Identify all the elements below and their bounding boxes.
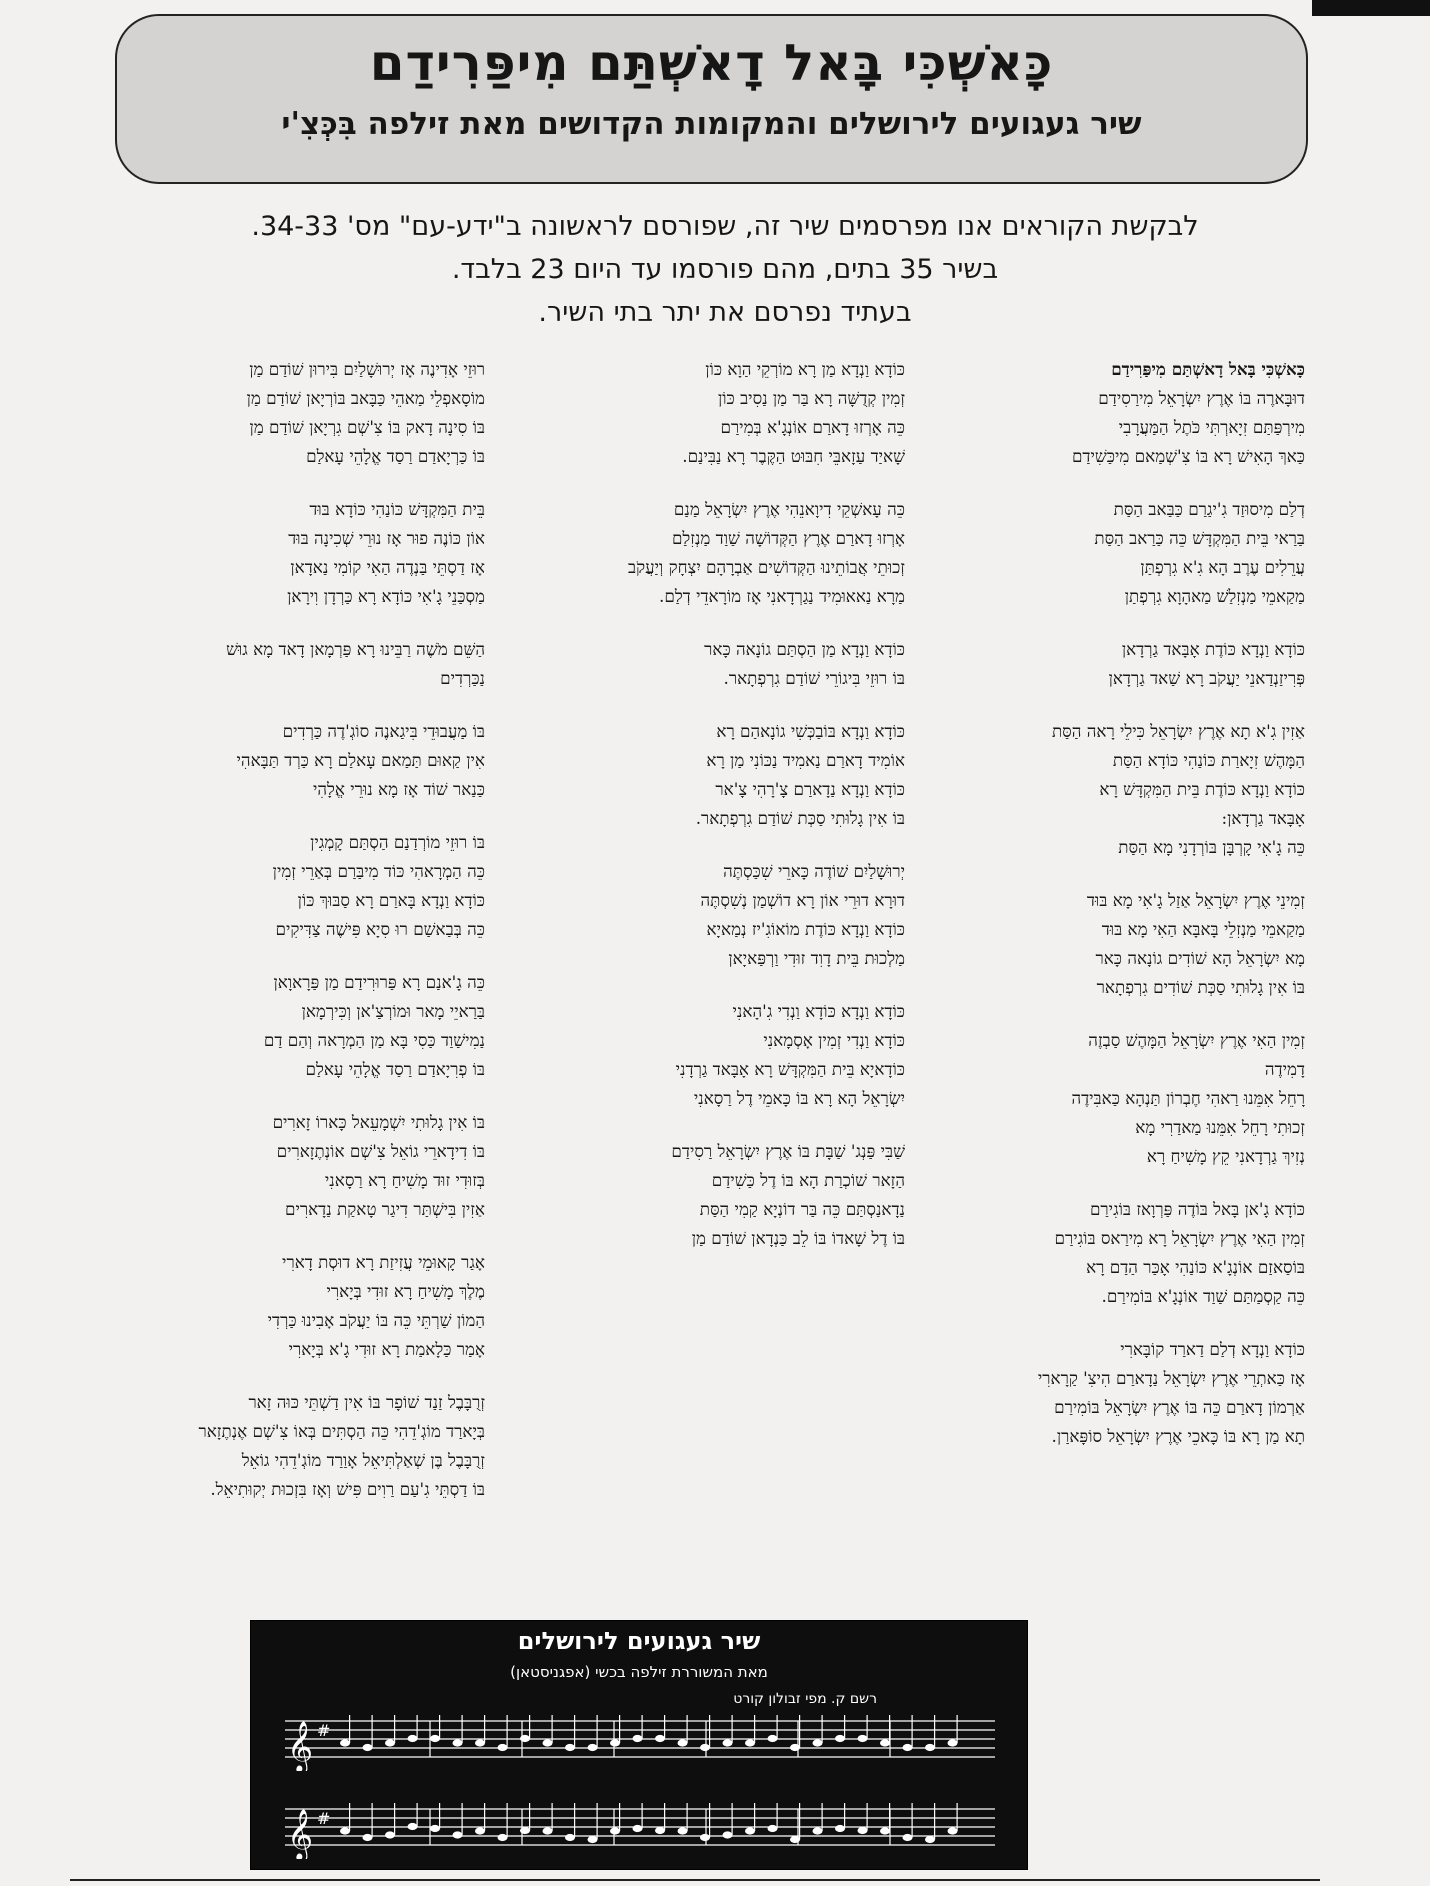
poem-line: כּוֹדָא וַנְדָא בָּארַם רָא סַבּוּךְ כּוֹן (297, 890, 485, 910)
music-note (430, 1735, 440, 1742)
music-note (948, 1739, 958, 1746)
poem-stanza (530, 997, 905, 1113)
poem-line: בּוֹ רוּזֵי מוֹרְדַנַם הַסְתַּם קָמְגִין (310, 832, 485, 852)
music-note (610, 1827, 620, 1834)
poem-stanza (915, 635, 1305, 693)
poem-stanza (95, 828, 485, 944)
music-note (948, 1827, 958, 1834)
poem-line: מַרָא נַאאוּמִיד נַגַרְדָאנִי אָז מוֹרָאדֵי דְלַם. (659, 586, 905, 606)
poem-line: בַּרַאיֵי מָאר וּמוֹרְצַ'אן וְכִּירְמָאן (301, 1001, 485, 1021)
poem-line: זְרֻבָּבֶל זַנַד שׁוֹפָר בּוֹ אִין דַשְׁתֵּי כּוּה זָאר (248, 1392, 485, 1412)
title-box (115, 14, 1308, 184)
poem-line: בְּזוּדִי זוּד מָשִׁיחַ רָא רַסָאנִי (324, 1170, 485, 1190)
music-note (475, 1739, 485, 1746)
music-note (498, 1834, 508, 1841)
poem-stanza (915, 1026, 1305, 1171)
music-note (858, 1827, 868, 1834)
poem-stanza (915, 717, 1305, 862)
poem-stanza (95, 968, 485, 1084)
poem-stanza (95, 1248, 485, 1364)
poem-line: בּוֹסַאזַם אוֹנְגָ'א כּוֹנַהִי אָכַּר הַדַם רָא (1086, 1257, 1305, 1277)
music-note (700, 1744, 710, 1751)
poem-line: הַמָּהֶשׁ זִיָארַת כּוֹנַהִי כּוֹדָא הַסַּת (1112, 750, 1305, 770)
poem-stanza (95, 355, 485, 471)
poem-line: כַּנַאר שׁוֹד אָז מָא נוּרֵי אֱלָהִי (312, 779, 485, 799)
poem-line: כּוֹדָא וַנְדָא מַן הַסְתַּם גוֹנָאה כָּאר (704, 639, 905, 659)
poem-line: אוֹמִיד דָארַם נַאמִיד נַכּוֹנִי מַן רָא (706, 750, 905, 770)
music-note (700, 1834, 710, 1841)
poem-line: כַּאךְ הָאִישׁ רָא בּוֹ צִ'שְׁמַאם מִיכַּשִׁידַם (1071, 446, 1305, 466)
poem-stanza (95, 1388, 485, 1504)
poem-line: אָז כַּאתְרֵי אֶרֶץ יִשְׂרָאֵל נַדָארַם הִיצִ' קַרָארִי (1037, 1368, 1305, 1388)
poem-line: כּוֹדָאיָא בֵּית הַמִּקְדָּשׁ רָא אָבָּאד גַרְדָנִי (675, 1059, 905, 1079)
music-note (655, 1735, 665, 1742)
music-note (408, 1823, 418, 1830)
music-note (385, 1739, 395, 1746)
music-note (475, 1827, 485, 1834)
poem-line: אָגַר קָאוּמֵי עֲזִיזַת רָא דוּסְת דָארִי (282, 1252, 485, 1272)
music-staff-1 (285, 1711, 995, 1771)
music-note (565, 1834, 575, 1841)
poem-line: כֵּה בְּבַאשַׁם רוּ סִיָא פִּישֶׁה צַדִּיקִים (275, 919, 485, 939)
poem-line: כָּאשְׁכִּי בָּאל דָאשְׁתַּם מִיפַּרִידַם (1111, 359, 1305, 379)
poem-line: כּוֹדָא גָ'אן בָּאל בּוֹדֶה פַּרְוָאז בּוֹגִירַם (1089, 1199, 1305, 1219)
poem-line: כֵּה קַסְמַתַּם שַׁוַד אוֹנְגָ'א בּוֹמִירַם. (1101, 1286, 1305, 1306)
poem-line: כֵּה אָרְזוּ דָארַם אוֹנְגָ'א בְּמִירַם (720, 417, 905, 437)
poem-line: אַזִין גִ'א תָא אֶרֶץ יִשְׂרָאֵל כִּילֵי רָאה הַסַּת (1051, 721, 1305, 741)
music-note (430, 1825, 440, 1832)
poem-stanza (915, 355, 1305, 471)
poem-line: זְמִין הַאִי אֶרֶץ יִשְׂרָאֵל רָא מִירַאס בּוֹגִירַם (1054, 1228, 1305, 1248)
music-note (453, 1831, 463, 1838)
poem-line: אַרְמוֹן דָארַם כֵּה בּוֹ אֶרֶץ יִשְׂרָאֵל בּוֹמִירַם (1054, 1397, 1305, 1417)
intro-line: בעתיד נפרסם את יתר בתי השיר. (538, 297, 912, 328)
poem-line: מַקַאמֵי מַנְזִלַשׁ מַאהָוָא גִרְפְתַן (1124, 586, 1305, 606)
poem-stanza (95, 495, 485, 611)
music-subtitle: מאת המשוררת זילפה בכשי (אפגניסטאן) (510, 1663, 768, 1681)
poem-stanza (530, 495, 905, 611)
music-note (678, 1739, 688, 1746)
poem-line: כּוֹדָא וַנְדָא כּוֹדֶת אָבָּאד גַרְדָאן (1121, 639, 1305, 659)
music-note (813, 1739, 823, 1746)
poem-line: זְרֻבָּבֶל בֶּן שְׁאַלְתִּיאֵל אָוַרַד מוֹגְ'דֵהִי גוֹאֵל (241, 1450, 485, 1470)
poem-line: בּוֹ רוּזֵי בִּיגוֹרֵי שׁוֹדַם גִרְפְתָאר. (723, 668, 905, 688)
sharp-sign-icon: # (317, 1809, 331, 1828)
music-note (745, 1739, 755, 1746)
poem-line: תָא מַן רָא בּוֹ כָּאכֵי אֶרֶץ יִשְׂרָאֵל סוֹפָּארַן. (1051, 1426, 1305, 1446)
music-note (723, 1831, 733, 1838)
poem-line: רָחֵל אִמֵּנוּ רַאהִי חֶבְרוֹן תַּנְהָא כַּאבִּידֶה (1071, 1088, 1305, 1108)
music-note (363, 1834, 373, 1841)
poem-line: כֵּה גָ'אנַם רָא פַּרוּרִידַם מַן פַּרָאוָאן (273, 972, 485, 992)
poem-line: יִשְׂרָאֵל הָא רָא בּוֹ כָּאמֵי דֶל רַסָאנִי (693, 1088, 905, 1108)
poem-stanza (530, 635, 905, 693)
poem-line: בּוֹ פְרִיָאדַם רַסַד אֱלָהֵי עָאלַם (305, 1059, 485, 1079)
poem-line: דוּרָא דוּרֵי אוֹן רָא דוֹשְׁמַן נְשִׁסְתֶּה (700, 890, 905, 910)
music-credit: רשם ק. מפי זבולון קורט (733, 1691, 877, 1707)
poem-stanza (915, 1195, 1305, 1311)
poem-stanza (915, 886, 1305, 1002)
music-staff-2 (285, 1799, 995, 1859)
poem-column-middle (530, 355, 905, 1277)
poem-line: מֶלֶךְ מָשִׁיחַ רָא זוּדִי בְּיָארִי (326, 1281, 485, 1301)
poem-line: כֵּה עָאשְׁקֵי דִיוָאנֵהִי אֶרֶץ יִשְׂרָאֵל מַנַם (673, 499, 905, 519)
poem-line: בּוֹ כַּרְיָאדַם רַסַד אֱלָהֵי עָאלַם (306, 446, 485, 466)
intro-line: לבקשת הקוראים אנו מפרסמים שיר זה, שפורסם לראשונה ב"ידע-עם" מס' 34-33. (251, 211, 1199, 242)
poem-line: כּוֹדָא וַנְדָא כּוֹדָא וַנְדִי גִ'הָאנִי (732, 1001, 905, 1021)
music-note (903, 1834, 913, 1841)
poem-line: פְּרִיזַנְדַאנֵי יַעֲקֹב רָא שַׁאד גַרְדָאן (1108, 668, 1305, 688)
poem-stanza (530, 857, 905, 973)
music-note (835, 1735, 845, 1742)
poem-line: שַׁבִּי פַּנְג' שַׁבָּת בּוֹ אֶרֶץ יִשְׂרָאֵל רַסִידַם (671, 1141, 905, 1161)
poem-column-left (95, 355, 485, 1528)
poem-line: יְרוּשָׁלַיִם שׁוֹדֶה כָּארֵי שִׁכַּסְתֶּה (723, 861, 905, 881)
poem-line: אָבָּאד גַרְדָאן: (1221, 808, 1305, 828)
intro-paragraph (150, 205, 1300, 334)
music-note (340, 1827, 350, 1834)
music-note (340, 1739, 350, 1746)
poem-line: כּוֹדָא וַנְדָא נַדָארַם צָ'רָהִי צָ'אר (715, 779, 905, 799)
music-note (498, 1744, 508, 1751)
poem-stanza (530, 1137, 905, 1253)
poem-line: דְלַם מִיסוּזַד גִ'יגַרַם כַּבַּאב הַסַּת (1113, 499, 1305, 519)
poem-line: אַזִין בִּישְׁתַּר דִיגַר טָאקַת נַדָארִים (285, 1199, 485, 1219)
poem-line: זְמִין קְדֻשָּׁה רָא בַּר מַן נַסִיב כּוֹן (717, 388, 905, 408)
poem-line: עֲרֵלִים עֶרֶב הָא גִ'א גִרְפְתַּן (1140, 557, 1305, 577)
poem-line: בּוֹ דֶל שָׁאדוֹ בּוֹ לֵב כַּנְדָאן שׁוֹדַם מַן (691, 1228, 905, 1248)
poem-line: בְּיָארַד מוֹגְ'דֵהִי כֵּה הַסְתִּים בְּאוֹ צִ'שְׁם אֶנְתֶזָאר (198, 1421, 485, 1441)
poem-line: אִין קַאוּם תַּמַאם עָאלַם רָא כַּרְד תַּבָּאהִי (236, 750, 485, 770)
poem-line: כּוֹדָא וַנְדָא בּוֹבַכְּשִׁי גוֹנָאהַם רָא (716, 721, 905, 741)
poem-line: כּוֹדָא וַנְדִי זְמִין אָסְמָאנִי (763, 1030, 905, 1050)
music-title: שיר געגועים לירושלים (517, 1627, 761, 1655)
poem-stanza (95, 1108, 485, 1224)
poem-line: אָז דַסְתֵּי בַּנְדֶה הַאִי קוֹמִי נַאדָאן (290, 557, 485, 577)
poem-line: מָא יִשְׂרָאֵל הָא שׁוֹדִים גוֹנָאה כָּאר (1095, 948, 1305, 968)
poem-column-right (915, 355, 1305, 1475)
poem-line: כּוֹדָא וַנְדָא כּוֹדֶת מוֹאוֹגִ'יז נְמַאיָא (706, 919, 905, 939)
music-note (543, 1827, 553, 1834)
music-note (565, 1744, 575, 1751)
music-note (745, 1827, 755, 1834)
music-note (925, 1836, 935, 1843)
poem-line: בּוֹ אִין גָלוּתִי סַכְּת שׁוֹדִים גִרְפְתָאר (1096, 977, 1305, 997)
poem-line: שָׁאיַד עַזָאבֵּי חִבּוּט הַקֶּבֶר רָא נַבִּינַם. (682, 446, 905, 466)
poem-line: מַסְכַּנֵי גָ'אִי כּוֹדָא רָא כַּרְדָן וִירָאן (287, 586, 485, 606)
poem-line: הַשֵּׁם מֹשֶׁה רַבֵּינוּ רָא פַּרְמָאן דָאד מָא גוּשׁ (226, 639, 485, 659)
poem-line: כּוֹדָא וַנְדָא כּוֹדֶת בֵּית הַמִּקְדָּשׁ רָא (1099, 779, 1305, 799)
music-note (453, 1739, 463, 1746)
treble-clef-icon: 𝄞 (287, 1721, 314, 1771)
poem-line: כּוֹדָא וַנְדָא דְלַם דַארַד קוֹבָּארִי (1120, 1339, 1305, 1359)
music-note (768, 1735, 778, 1742)
poem-line: בֵּית הַמִּקְדָּשׁ כּוֹנַהִי כּוֹדָא בּוּד (309, 499, 485, 519)
music-note (655, 1827, 665, 1834)
poem-line: בּוֹ סִינָה דָאק בּוֹ צִ'שְׁם גִרְיָאן שׁוֹדַם מַן (249, 417, 485, 437)
treble-clef-icon: 𝄞 (287, 1809, 314, 1859)
music-note (813, 1827, 823, 1834)
poem-line: נַמִישַׁוַד כַּסִי בָּא מַן הַמְרָאה וְהַם דַם (263, 1030, 485, 1050)
music-note (543, 1739, 553, 1746)
music-note (723, 1739, 733, 1746)
music-note (588, 1836, 598, 1843)
poem-stanza (95, 635, 485, 693)
poem-line: נַכַּרְדִים (440, 668, 485, 688)
poem-line: אָרְזוּ דָארַם אֶרֶץ הַקְּדוֹשָׁה שַׁוַד מַנְזִלַם (671, 528, 905, 548)
poem-stanza (915, 1335, 1305, 1451)
poem-stanza (915, 495, 1305, 611)
poem-line: בּוֹ דִידָארֵי גוֹאֵל צִ'שְׁם אוֹנְתֶזָארִים (276, 1141, 485, 1161)
poem-line: בּוֹ אִין גָלוּתִי יִשְׁמָעֵאל כָּארוֹ זָארִים (272, 1112, 485, 1132)
poem-line: מִירְפַּתַּם זִיָארְתִּי כֹּתֶל הַמַּעֲרָבִי (1118, 417, 1305, 437)
poem-line: אוֹן כּוֹנֶה פוּר אָז נוּרֵי שְׁכִינָה בּוּד (288, 528, 485, 548)
bottom-rule (70, 1879, 1320, 1881)
poem-line: נְזִיךְ גַרְדָאנִי קֵץ מָשִׁיחַ רָא (1146, 1146, 1305, 1166)
poem-stanza (530, 355, 905, 471)
page-subtitle: שיר געגועים לירושלים והמקומות הקדושים מאת זילפה בִּכְּצִ'י (281, 106, 1142, 142)
music-note (880, 1739, 890, 1746)
music-note (610, 1739, 620, 1746)
intro-line: בשיר 35 בתים, מהם פורסמו עד היום 23 בלבד. (451, 254, 999, 285)
poem-line: בּוֹ דַסְתֵּי גִ'עַם רַוִים פִּישׁ וְאָז בִּזְכוּת יְקוּתִיאֵל. (210, 1479, 485, 1499)
music-note (588, 1744, 598, 1751)
corner-mark (1312, 0, 1430, 16)
poem-line: הַזָאר שׁוֹכְרַת הָא בּוֹ דֶל כַּשִׁידַם (711, 1170, 905, 1190)
music-note (768, 1825, 778, 1832)
poem-line: בַּרַאי בֵּית הַמִּקְדָּשׁ כֵּה כַּרַאב הַסַּת (1094, 528, 1305, 548)
poem-line: זְמִין הַאִי אֶרֶץ יִשְׂרָאֵל הַמָּהֶשׁ סַבְזֶה (1088, 1030, 1305, 1050)
poem-line: מַקַאמֵי מַנְזִלֵי בָּאבָּא הַאִי מָא בּוּד (1101, 919, 1305, 939)
poem-line: זְכוּתִי רָחֵל אִמֵּנוּ מַאדַרִי מָא (1135, 1117, 1305, 1137)
poem-line: כֵּה גָ'אִי קָרְבָּן בּוֹרְדָנִי מָא הַסַּת (1118, 837, 1305, 857)
music-note (678, 1827, 688, 1834)
music-note (363, 1744, 373, 1751)
music-note (880, 1827, 890, 1834)
music-note (858, 1735, 868, 1742)
music-note (925, 1744, 935, 1751)
music-note (633, 1825, 643, 1832)
poem-stanza (530, 717, 905, 833)
poem-line: מַלְכוּת בֵּית דָוִד זוּדִי וַרְפַּאיָאן (728, 948, 905, 968)
poem-line: דָמִידֶה (1264, 1059, 1305, 1079)
poem-stanza (95, 717, 485, 804)
poem-line: הַמוֹן שַׁרְתֵּי כֵּה בּוֹ יַעֲקֹב אָבִינוּ כַּרְדִי (267, 1310, 485, 1330)
poem-line: בּוֹ אִין גָלוּתִי סַכְּת שׁוֹדַם גִרְפְתָאר. (695, 808, 905, 828)
poem-line: רוּזֵי אָדִינֶה אָז יְרוּשָׁלַיִם בִּירוּן שׁוֹדַם מַן (249, 359, 485, 379)
poem-line: זְכוּתֵי אֲבוֹתֵינוּ הַקְּדוֹשִׁים אַבְרָהָם יִצְחָק וְיַעֲקֹב (628, 557, 905, 577)
poem-line: כֵּה הַמְרָאהִי כּוֹד מִיבַּרַם בְּאַרֵי זְמִין (272, 861, 485, 881)
page-title: כָּאשְׁכִּי בָּאל דָאשְׁתַּם מִיפַּרִידַם (369, 34, 1054, 92)
poem-line: זְמִינֵי אֶרֶץ יִשְׂרָאֵל אַזַל גָ'אִי מָא בּוּד (1086, 890, 1305, 910)
poem-line: כּוֹדָא וַנְדָא מַן רָא מוֹרְקֵי הַוָא כּוֹן (705, 359, 905, 379)
music-note (385, 1831, 395, 1838)
poem-line: מוֹסָאפְלֵי מַאהֵי כַּבָּאב בּוֹרְיָאן שׁוֹדַם מַן (246, 388, 485, 408)
sheet-music-box (250, 1620, 1028, 1870)
poem-line: דוּבָּארֶה בּוֹ אֶרֶץ יִשְׂרָאֵל מִירַסִידַם (1098, 388, 1305, 408)
poem-line: אָמַר כַּלָאמַת רָא זוּדִי גָ'א בְּיָארִי (288, 1339, 485, 1359)
sharp-sign-icon: # (317, 1721, 331, 1740)
music-note (903, 1744, 913, 1751)
music-note (408, 1735, 418, 1742)
poem-line: בּוֹ מַעֲבוּדֵי בִּיגַאנֶה סוֹגְ'דֶה כַּרְדִים (282, 721, 485, 741)
poem-line: נַדָאנַסְתַּם כֵּה בַּר דוֹנְיָא קַמִי הַסַּת (699, 1199, 905, 1219)
music-note (633, 1735, 643, 1742)
music-note (835, 1825, 845, 1832)
